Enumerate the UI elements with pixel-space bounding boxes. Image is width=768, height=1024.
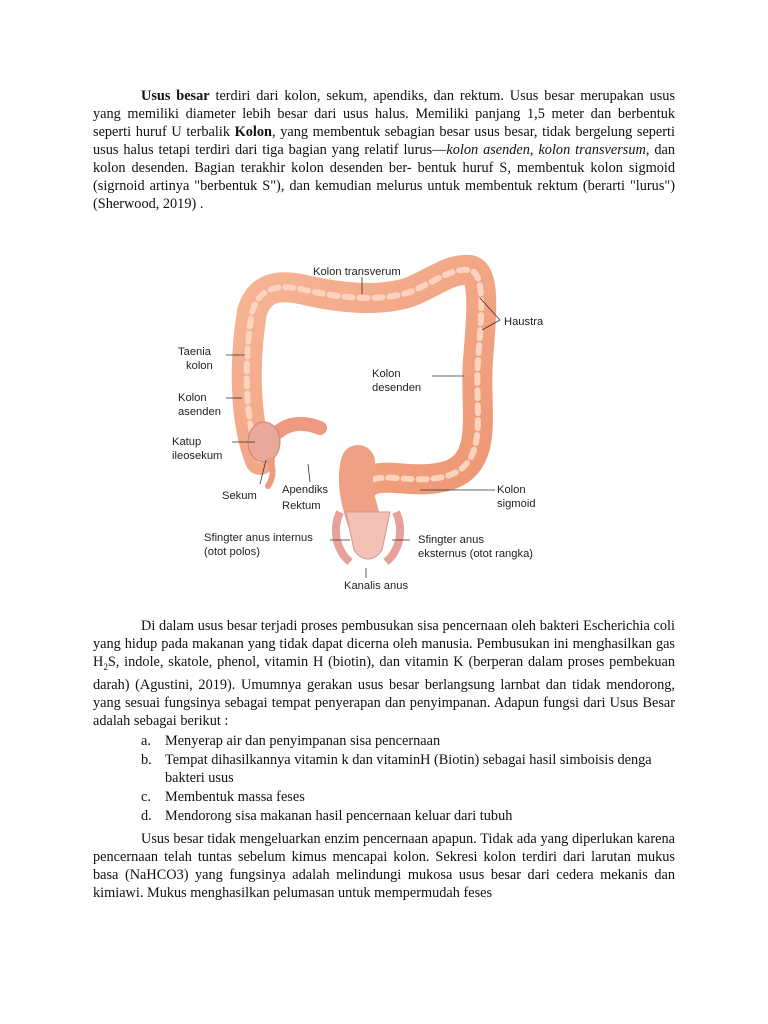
list-item: b. Tempat dihasilkannya vitamin k dan vitaminH (Biotin) sebagai hasil simboisis denga bakteri usus <box>141 752 652 786</box>
anal-canal-shape <box>346 512 390 559</box>
label-sfingter-eksternus: Sfingter anus <box>418 534 484 546</box>
label-sfingter-internus-2: (otot polos) <box>204 546 260 558</box>
list-item: c. Membentuk massa feses <box>141 789 305 805</box>
label-kolon-transverum: Kolon transverum <box>313 266 401 278</box>
label-kolon-desenden-2: desenden <box>372 382 422 394</box>
label-taenia-2: kolon <box>186 360 213 372</box>
label-sfingter-internus: Sfingter anus internus <box>204 532 313 544</box>
term-usus-besar: Usus besar <box>141 88 210 104</box>
label-rektum: Rektum <box>282 500 321 512</box>
label-kolon-sigmoid: Kolon <box>497 484 526 496</box>
function-list <box>93 732 675 826</box>
label-haustra: Haustra <box>504 316 544 328</box>
paragraph-intro: Usus besar terdiri dari kolon, sekum, apendiks, dan rektum. Usus besar merupakan usus yang memiliki diameter lebih besar dari usus halus. Memiliki panjang 1,5 meter dan berbentuk seperti huruf U terbalik Kolon, yang membentuk sebagian besar usus besar, tidak bergelung seperti usus halus tetapi terdiri dari tiga bagian yang relatif lurus—kolon asenden, kolon transversum, dan kolon desenden. Bagian terakhir kolon desenden ber- bentuk huruf S, membentuk kolon sigmoid (sigrnoid artinya "berbentuk S"), dan kemudian melurus untuk membentuk rektum (berarti "lurus") (Sherwood, 2019) . <box>93 88 676 212</box>
term-kolon: Kolon <box>234 124 272 140</box>
label-kanalis-anus: Kanalis anus <box>344 580 409 592</box>
label-kolon-asenden-2: asenden <box>178 406 221 418</box>
paragraph-sekresi: Usus besar tidak mengeluarkan enzim pencernaan apapun. Tidak ada yang diperlukan karena pencernaan telah tuntas sebelum kimus mencapai kolon. Sekresi kolon terdiri dari larutan mukus basa (NaHCO3) yang fungsinya adalah melindungi mukosa usus besar dari cedera mekanis dan kimiawi. Mukus menghasilkan pelumasan untuk mempermudah feses <box>93 831 675 901</box>
ileum-shape <box>278 424 320 432</box>
label-taenia: Taenia <box>178 346 211 358</box>
paragraph-pembusukan: Di dalam usus besar terjadi proses pembusukan sisa pencernaan oleh bakteri Escherichia coli yang hidup pada makanan yang tidak dapat dicerna oleh manusia. Pembusukan ini menghasilkan gas $H_2S$, indole, skatole, phenol, vitamin H (biotin), dan vitamin K (berperan dalam proses pembekuan darah) (Agustini, 2019). Umumnya gerakan usus besar berlangsung larnbat dan tidak mendorong, yang sesuai fungsinya sebagai tempat penyerapan dan penyimpanan. Adapun fungsi dari Usus Besar adalah sebagai berikut : <box>93 618 675 729</box>
label-kolon-desenden: Kolon <box>372 368 401 380</box>
list-item: a. Menyerap air dan penyimpanan sisa pencernaan <box>141 733 441 749</box>
appendix-shape <box>268 460 273 486</box>
label-apendiks: Apendiks <box>282 484 329 496</box>
list-item: d. Mendorong sisa makanan hasil pencernaan keluar dari tubuh <box>141 808 513 824</box>
label-sekum: Sekum <box>222 490 257 502</box>
label-katup: Katup <box>172 436 202 448</box>
label-kolon-asenden: Kolon <box>178 392 207 404</box>
label-kolon-sigmoid-2: sigmoid <box>497 498 536 510</box>
large-intestine-figure <box>160 250 580 600</box>
label-sfingter-eksternus-2: eksternus (otot rangka) <box>418 548 534 560</box>
label-katup-2: ileosekum <box>172 450 223 462</box>
